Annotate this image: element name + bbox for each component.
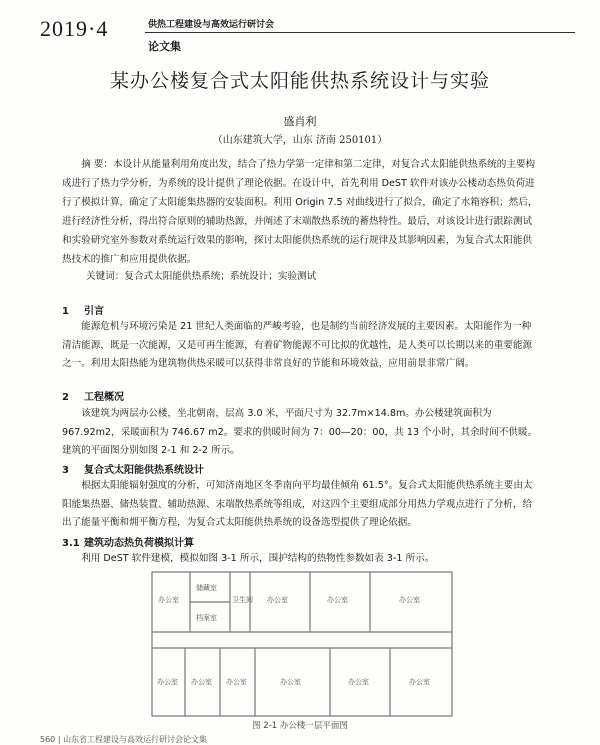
figure-caption: 图 2-1 办公楼一层平面图 <box>252 721 348 731</box>
room-label-office: 办公室 <box>280 678 301 686</box>
section-heading-3-1 <box>62 534 194 549</box>
running-title: 山东省工程建设与高效运行研讨会论文集 <box>63 735 208 744</box>
affiliation: （山东建筑大学，山东 济南 250101） <box>212 135 388 146</box>
plan-outline <box>152 572 452 716</box>
paper-title: 某办公楼复合式太阳能供热系统设计与实验 <box>109 70 490 92</box>
room-label-office: 办公室 <box>399 596 420 604</box>
section-title: 引言 <box>84 306 104 317</box>
section-number: 3.1 <box>62 538 80 549</box>
room-label-toilet: 卫生间 <box>232 596 253 604</box>
keywords-label: 关键词： <box>86 271 125 282</box>
room-label-office: 办公室 <box>348 678 369 686</box>
section-number: 1 <box>62 306 69 317</box>
section-number: 2 <box>62 392 69 403</box>
room-label-office: 办公室 <box>409 678 430 686</box>
conference-name: 供热工程建设与高效运行研讨会 <box>148 20 275 30</box>
abstract-text: 本设计从能量利用角度出发，结合了热力学第一定律和第二定律，对复合式太阳能供热系统的主要构成进行了热力学分析，为系统的设计提供了理论依据。在设计中，首先利用 DeST 软件对该办公楼动态热负荷进行了模拟计算，确定了太阳能集热器的安装面积。利用 Origin 7.5 对曲线进行了拟合，确定了水箱容积；然后，进行经济性分析，得出符合原则的辅助热源，并阐述了末端散热系统的蓄热特性。最后，对该设计进行跟踪测试和实验研究室外参数对系统运行效果的影响，探讨太阳能供热系统的运行规律及其影响因素，为复合式太阳能供热技术的推广和应用提供依据。 <box>62 159 538 265</box>
room-label-office: 办公室 <box>191 678 212 686</box>
section-heading-3 <box>62 461 204 476</box>
section-heading-1 <box>62 302 104 317</box>
issue-year: 2019·4 <box>40 16 109 41</box>
section-title: 建筑动态热负荷模拟计算 <box>84 538 194 549</box>
floor-plan-figure <box>150 570 454 740</box>
abstract <box>62 155 538 269</box>
keywords <box>86 268 316 282</box>
section-title: 工程概况 <box>84 392 124 403</box>
section-paragraph-1: 能源危机与环境污染是 21 世纪人类面临的严峻考验，也是制约当前经济发展的主要因素。太阳能作为一种清洁能源，既是一次能源，又是可再生能源，有着矿物能源不可比拟的优越性，是人类可以长期以来的重要能源之一。利用太阳热能为建筑物供热采暖可以获得非常良好的节能和环境效益，应用前景非常广阔。 <box>62 321 533 369</box>
room-label-office: 办公室 <box>267 596 288 604</box>
section-paragraph-3: 根据太阳能辐射强度的分析，可知济南地区冬季南向平均最佳倾角 61.5°。复合式太阳能供热系统主要由太阳能集热器、储热装置、辅助热源、末端散热系统等组成，对这四个主要组成部分用热力学观点进行了分析，给出了能量平衡和㶲平衡方程，为复合式太阳能供热系统的设备选型提供了理论依据。 <box>62 480 533 528</box>
author: 盛肖利 <box>283 115 317 128</box>
section-paragraph-3-1: 利用 DeST 软件建模，模拟如图 3-1 所示，围护结构的热物性参数如表 3-1 所示。 <box>81 553 435 564</box>
header-rule <box>145 32 575 33</box>
section-heading-2 <box>62 388 124 403</box>
room-label-office: 办公室 <box>226 678 247 686</box>
section-label: 论文集 <box>148 40 181 53</box>
abstract-label: 摘 要： <box>81 159 114 170</box>
page-number: 560 <box>40 735 56 744</box>
page-footer: 560 | 山东省工程建设与高效运行研讨会论文集 <box>40 735 208 744</box>
keywords-text: 复合式太阳能供热系统；系统设计；实验测试 <box>124 271 317 282</box>
room-label-storage: 储藏室 <box>196 584 217 592</box>
room-label-office: 办公室 <box>327 596 348 604</box>
room-label-archive: 档案室 <box>196 614 217 622</box>
room-label-office: 办公室 <box>157 678 178 686</box>
section-number: 3 <box>62 465 69 476</box>
section-title: 复合式太阳能供热系统设计 <box>84 465 204 476</box>
section-paragraph-2: 该建筑为两层办公楼，坐北朝南，层高 3.0 米，平面尺寸为 32.7m×14.8m。办公楼建筑面积为 967.92m2，采暖面积为 746.67 m2。要求的供暖时间为 7：00—20：00，共 13 个小时，其余时间不供暖。建筑的平面图分别如图 2-1 和 2-2 所示。 <box>62 408 538 456</box>
room-label-office: 办公室 <box>158 596 179 604</box>
